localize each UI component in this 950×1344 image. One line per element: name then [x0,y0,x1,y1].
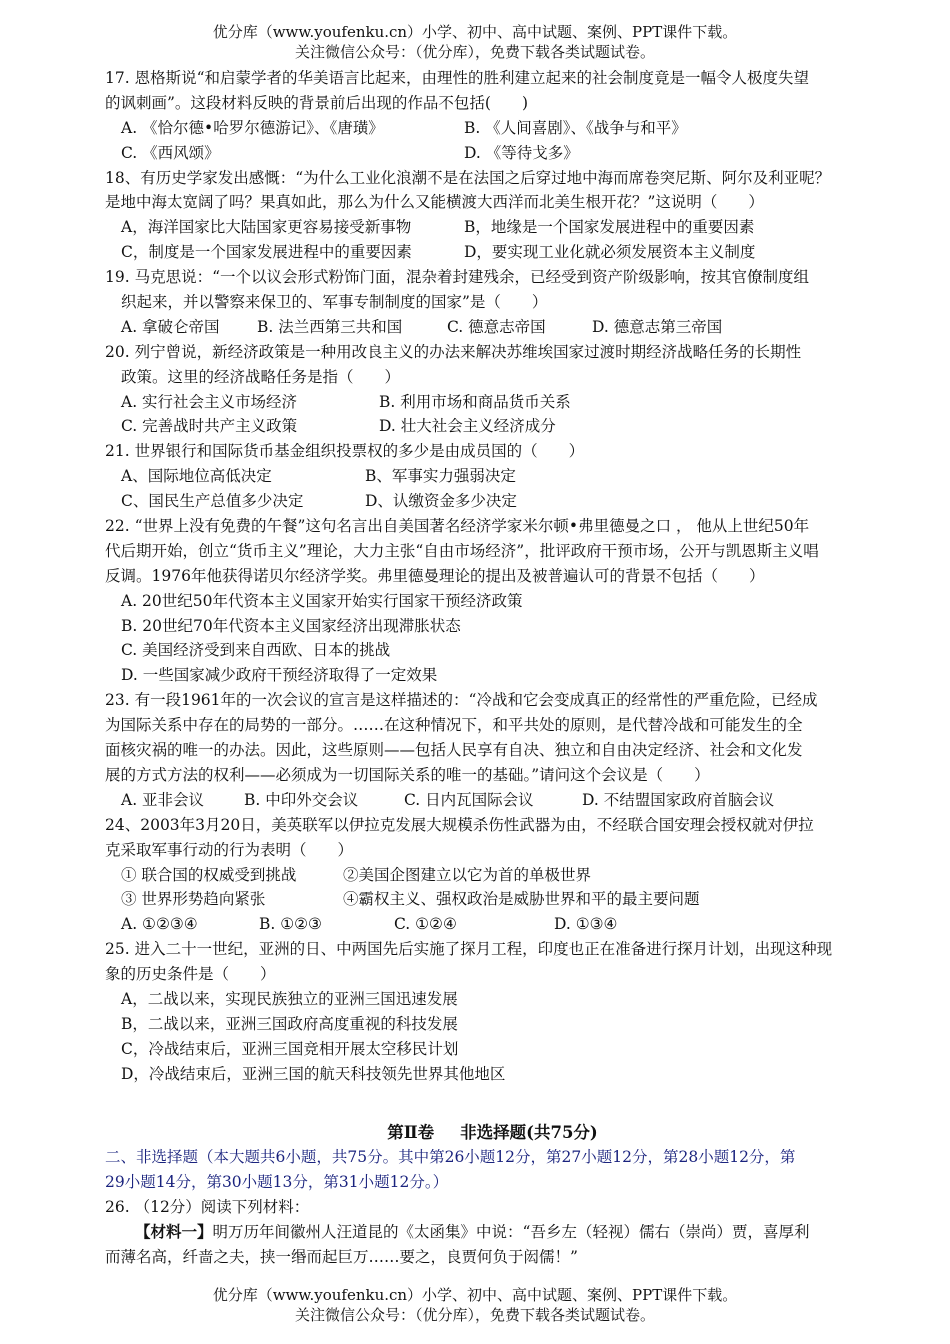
q25-option-c: C，冷战结束后，亚洲三国竞相开展太空移民计划 [121,1039,459,1058]
q21-option-b: B、军事实力强弱决定 [365,467,516,486]
q24-option-d: D. ①③④ [554,915,618,934]
q19-option-c: C. 德意志帝国 [447,317,546,336]
q25-option-d: D，冷战结束后，亚洲三国的航天科技领先世界其他地区 [121,1064,506,1083]
q24-statement-2: ②美国企图建立以它为首的单极世界 [343,865,592,884]
q17-stem-1: 17. 恩格斯说“和启蒙学者的华美语言比起来，由理性的胜利建立起来的社会制度竟是一幅令人极度失望 [105,69,810,87]
q21-options-row-2 [105,489,880,514]
q22-option-d: D. 一些国家减少政府干预经济取得了一定效果 [121,666,438,685]
q17-stem-2: 的讽刺画”。这段材料反映的背景前后出现的作品不包括( ) [105,93,529,112]
q24-stem-2: 克采取军事行动的行为表明（ ） [105,840,354,859]
q24-option-c: C. ①②④ [394,915,457,934]
q20-options-row-2 [105,414,880,439]
q23-stem-4: 展的方式方法的权利——必须成为一切国际关系的唯一的基础。”请问这个会议是（ ） [105,765,710,784]
q17-option-c: C. 《西风颂》 [121,143,220,162]
exam-content [105,66,880,1270]
q18-options-row-2 [105,240,880,265]
q21-option-c: C、国民生产总值多少决定 [121,492,304,511]
q21-option-d: D、认缴资金多少决定 [365,492,517,511]
q18-stem-1: 18、有历史学家发出感慨：“为什么工业化浪潮不是在法国之后穿过地中海而席卷突尼斯、阿尔及利亚呢？ [105,168,831,187]
q21-stem-1: 21. 世界银行和国际货币基金组织投票权的多少是由成员国的（ ） [105,442,585,461]
q19-stem-1: 19. 马克思说：“一个以议会形式粉饰门面，混杂着封建残余，已经受到资产阶级影响，按其官僚制度组 [105,268,810,287]
q23-stem-1: 23. 有一段1961年的一次会议的宣言是这样描述的：“冷战和它会变成真正的经常性的严重危险，已经成 [105,691,818,710]
q23-option-b: B. 中印外交会议 [244,790,359,809]
q20-option-a: A. 实行社会主义市场经济 [121,392,298,411]
q25-option-b: B，二战以来，亚洲三国政府高度重视的科技发展 [121,1014,458,1033]
q18-option-d: D，要实现工业化就必须发展资本主义制度 [464,243,756,262]
section-2-instruction-1: 二、非选择题（本大题共6小题，共75分。其中第26小题12分，第27小题12分，第28小题12分，第 [105,1148,796,1167]
q20-option-c: C. 完善战时共产主义政策 [121,417,298,436]
footer-line-2: 关注微信公众号：（优分库），免费下载各类试题试卷。 [294,1306,655,1324]
q17-options-row-1 [105,116,880,141]
q18-options-row-1 [105,215,880,240]
q21-options-row-1 [105,464,880,489]
q24-statement-4: ④霸权主义、强权政治是威胁世界和平的最主要问题 [343,890,700,909]
q24-statements-row-2 [105,887,880,912]
header-line-1: 优分库（www.youfenku.cn）小学、初中、高中试题、案例、PPT课件下载。 [212,23,738,41]
q23-options-row [105,788,880,813]
q25-stem-2: 象的历史条件是（ ） [105,965,276,984]
q25-stem-1: 25. 进入二十一世纪，亚洲的日、中两国先后实施了探月工程，印度也正在准备进行探月计划，出现这种现 [105,940,833,959]
q22-option-b: B. 20世纪70年代资本主义国家经济出现滞胀状态 [121,616,461,635]
q19-option-b: B. 法兰西第三共和国 [257,317,403,336]
q24-statement-1: ① 联合国的权威受到挑战 [121,865,297,884]
q20-option-b: B. 利用市场和商品货币关系 [379,392,571,411]
q18-option-c: C，制度是一个国家发展进程中的重要因素 [121,243,412,262]
q26-stem: 26. （12分）阅读下列材料： [105,1198,310,1217]
q18-option-b: B，地缘是一个国家发展进程中的重要因素 [464,218,755,237]
q21-option-a: A、国际地位高低决定 [121,467,272,486]
q24-stem-1: 24、2003年3月20日，美英联军以伊拉克发展大规模杀伤性武器为由，不经联合国安理会授权就对伊拉 [105,815,814,834]
q24-option-a: A. ①②③④ [121,915,198,934]
section-gap [105,1087,880,1121]
q17-option-a: A. 《恰尔德•哈罗尔德游记》、《唐璜》 [121,118,384,137]
q24-options-row [105,912,880,937]
q22-stem-1: 22. “世界上没有免费的午餐”这句名言出自美国著名经济学家米尔顿•弗里德曼之口 ， 他从上世纪50年 [105,517,810,536]
q22-option-a: A. 20世纪50年代资本主义国家开始实行国家干预经济政策 [121,591,523,610]
q18-option-a: A，海洋国家比大陆国家更容易接受新事物 [121,218,412,237]
q24-statement-3: ③ 世界形势趋向紧张 [121,890,266,909]
q22-stem-3: 反调。1976年他获得诺贝尔经济学奖。弗里德曼理论的提出及被普遍认可的背景不包括（ ） [105,566,765,585]
section-2-title [105,1121,880,1146]
q22-stem-2: 代后期开始，创立“货币主义”理论，大力主张“自由市场经济”，批评政府干预市场，公开与凯恩斯主义唱 [105,541,819,560]
q17-option-b: B. 《人间喜剧》、《战争与和平》 [464,118,687,137]
q23-option-a: A. 亚非会议 [121,790,205,809]
footer-line-1: 优分库（www.youfenku.cn）小学、初中、高中试题、案例、PPT课件下载。 [212,1286,738,1304]
q26-material-label: 【材料一】 [135,1222,213,1242]
q19-stem-2: 织起来，并以警察来保卫的、军事专制制度的国家”是（ ） [121,293,548,312]
q23-option-d: D. 不结盟国家政府首脑会议 [582,790,775,809]
q20-option-d: D. 壮大社会主义经济成分 [379,417,556,436]
q18-stem-2: 是地中海太宽阔了吗？果真如此，那么为什么又能横渡大西洋而北美生根开花？”这说明（ ） [105,193,764,212]
q19-option-a: A. 拿破仑帝国 [121,317,220,336]
q17-options-row-2 [105,141,880,166]
q20-stem-2: 政策。这里的经济战略任务是指（ ） [121,367,401,386]
q24-statements-row-1 [105,863,880,888]
q26-material-1-line-2: 而薄名高，纤啬之夫，挟一缗而起巨万……要之，良贾何负于闳儒！” [105,1247,578,1266]
q26-material-1-line-1 [105,1220,880,1245]
q17-option-d: D. 《等待戈多》 [464,143,579,162]
section-2-title-part-1: 第Ⅱ卷 [387,1122,435,1142]
q26-material-text-1: 明万历年间徽州人汪道昆的《太函集》中说：“吾乡左（轻视）儒右（崇尚）贾，喜厚利 [212,1223,810,1242]
section-2-instruction-2: 29小题14分，第30小题13分，第31小题12分。） [105,1173,449,1192]
q25-option-a: A，二战以来，实现民族独立的亚洲三国迅速发展 [121,989,458,1008]
q23-stem-2: 为国际关系中存在的局势的一部分。……在这种情况下，和平共处的原则，是代替冷战和可能发生的全 [105,716,803,735]
q22-option-c: C. 美国经济受到来自西欧、日本的挑战 [121,641,391,660]
q19-options-row [105,315,880,340]
header-line-2: 关注微信公众号：（优分库），免费下载各类试题试卷。 [294,43,655,61]
q20-stem-1: 20. 列宁曾说，新经济政策是一种用改良主义的办法来解决苏维埃国家过渡时期经济战略任务的长期性 [105,342,802,361]
q23-stem-3: 面核灾祸的唯一的办法。因此，这些原则——包括人民享有自决、独立和自由决定经济、社会和文化发 [105,741,803,760]
q24-option-b: B. ①②③ [259,915,322,934]
q23-option-c: C. 日内瓦国际会议 [404,790,534,809]
section-2-title-part-2: 非选择题(共75分) [460,1122,598,1142]
q19-option-d: D. 德意志第三帝国 [592,317,723,336]
q20-options-row-1 [105,390,880,415]
